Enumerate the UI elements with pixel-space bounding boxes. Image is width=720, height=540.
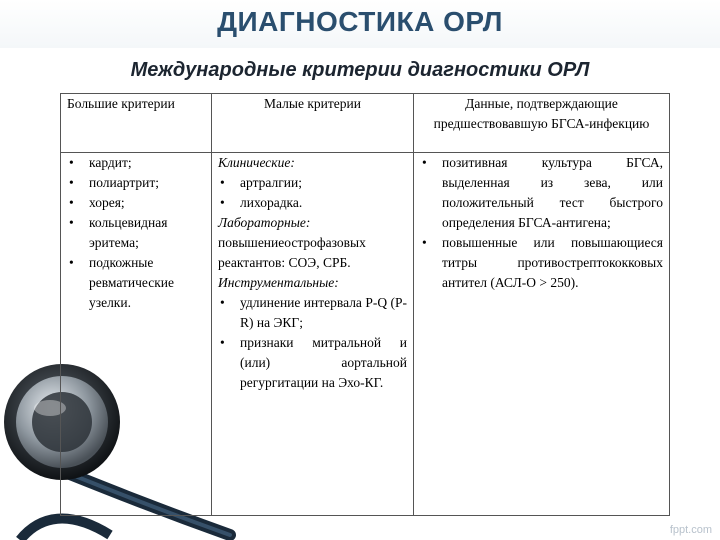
minor-item: • артралгии; [218,173,407,193]
major-item: • хорея; [67,193,205,213]
col-header-major [61,94,212,153]
lab-text: повышениеострофазовых реактантов: СОЭ, СРБ. [218,235,366,270]
lab-label: Лабораторные: [218,215,311,230]
minor-item: • лихорадка. [218,193,407,213]
evidence-item: • повышенные или повышающиеся титры противострептококковых антител (АСЛ-О > 250). [420,233,663,293]
header-row [61,94,670,153]
watermark: fppt.com [669,524,712,536]
major-criteria-cell [61,153,212,516]
major-item: • подкожные ревматические узелки. [67,253,205,313]
col-header-minor [212,94,414,153]
major-item: • кольцевидная эритема; [67,213,205,253]
criteria-table [60,93,670,516]
evidence-cell [414,153,670,516]
major-item: • полиартрит; [67,173,205,193]
major-item: • кардит; [67,153,205,173]
col-header-evidence-label: Данные, подтверждающие предшествовавшую БГСА-инфекцию [433,96,650,131]
page-title: ДИАГНОСТИКА ОРЛ [217,6,503,37]
minor-item: • признаки митральной и (или) аортальной регургитации на Эхо-КГ. [218,333,407,393]
col-header-major-label: Большие критерии [67,96,175,111]
body-row [61,153,670,516]
evidence-item: • позитивная культура БГСА, выделенная из зева, или положительный тест быстрого определения БГСА-антигена; [420,153,663,233]
page-subtitle: Международные критерии диагностики ОРЛ [130,59,590,81]
minor-criteria-cell [212,153,414,516]
instr-label: Инструментальные: [218,275,339,290]
minor-item: • удлинение интервала P-Q (P-R) на ЭКГ; [218,293,407,333]
clinical-label: Клинические: [218,155,295,170]
col-header-evidence [414,94,670,153]
col-header-minor-label: Малые критерии [264,96,361,111]
